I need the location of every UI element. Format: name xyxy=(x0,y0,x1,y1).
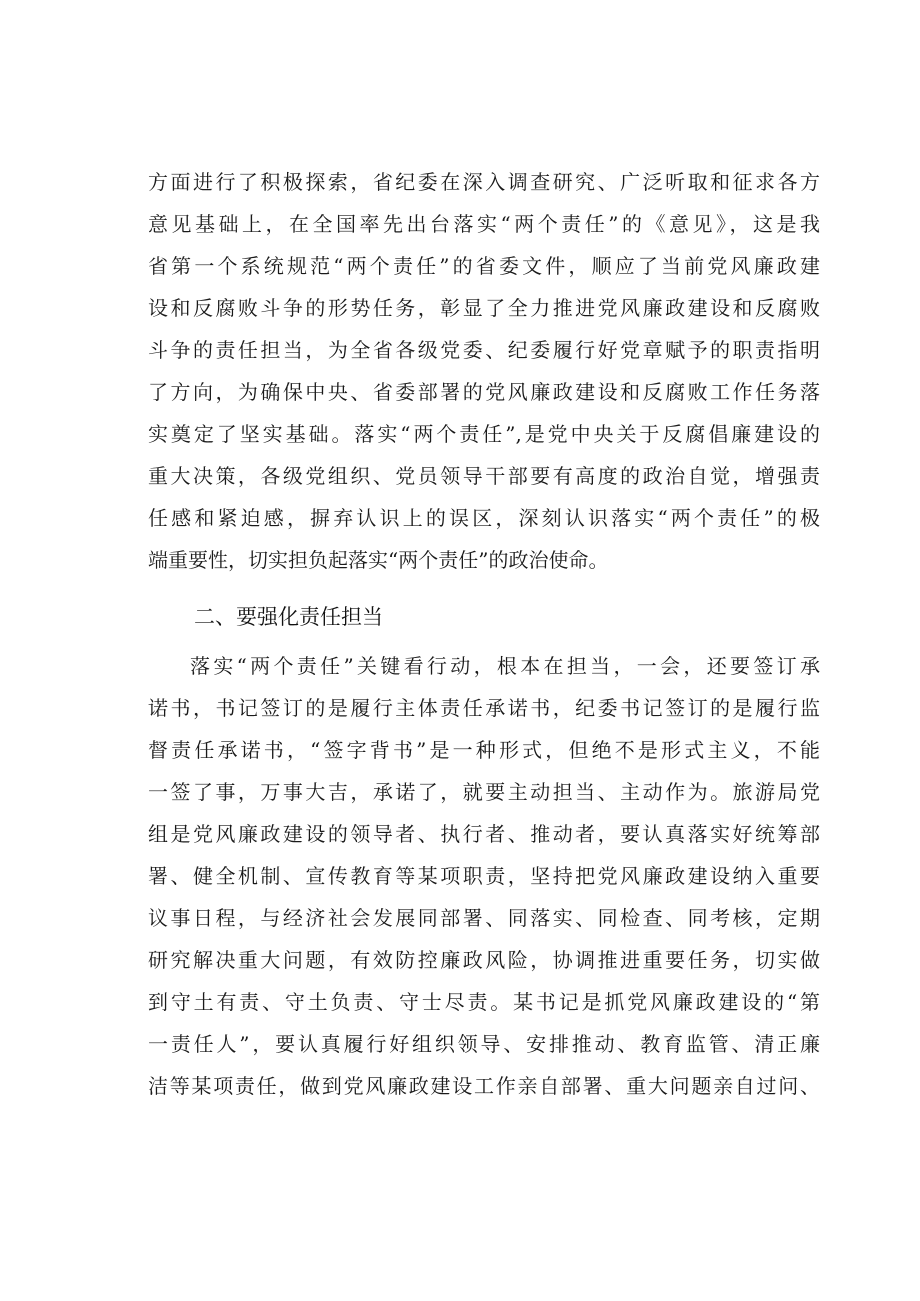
paragraph-line: 一责任人”，要认真履行好组织领导、安排推动、教育监管、清正廉 xyxy=(148,1032,820,1056)
paragraph-line: 设和反腐败斗争的形势任务，彰显了全力推进党风廉政建设和反腐败 xyxy=(148,296,820,320)
paragraph-2 xyxy=(148,645,820,1107)
paragraph-line: 实奠定了坚实基础。落实“两个责任”,是党中央关于反腐倡廉建设的 xyxy=(148,422,820,446)
paragraph-line: 落实“两个责任”关键看行动，根本在担当，一会，还要签订承 xyxy=(190,654,820,678)
paragraph-line: 研究解决重大问题，有效防控廉政风险，协调推进重要任务，切实做 xyxy=(148,948,820,972)
paragraph-line: 署、健全机制、宣传教育等某项职责，坚持把党风廉政建设纳入重要 xyxy=(148,864,820,888)
paragraph-line: 省第一个系统规范“两个责任”的省委文件，顺应了当前党风廉政建 xyxy=(148,254,820,278)
paragraph-line: 议事日程，与经济社会发展同部署、同落实、同检查、同考核，定期 xyxy=(148,906,820,930)
paragraph-line: 组是党风廉政建设的领导者、执行者、推动者，要认真落实好统筹部 xyxy=(148,822,820,846)
paragraph-line: 督责任承诺书，“签字背书”是一种形式，但绝不是形式主义，不能 xyxy=(148,738,820,762)
paragraph-line: 诺书，书记签订的是履行主体责任承诺书，纪委书记签订的是履行监 xyxy=(148,696,820,720)
paragraph-line: 意见基础上，在全国率先出台落实“两个责任”的《意见》，这是我 xyxy=(148,212,820,236)
paragraph-line: 了方向，为确保中央、省委部署的党风廉政建设和反腐败工作任务落 xyxy=(148,380,820,404)
paragraph-1 xyxy=(148,161,820,581)
section-heading: 二、要强化责任担当 xyxy=(194,605,383,629)
paragraph-line: 方面进行了积极探索，省纪委在深入调查研究、广泛听取和征求各方 xyxy=(148,170,820,194)
paragraph-line: 洁等某项责任，做到党风廉政建设工作亲自部署、重大问题亲自过问、 xyxy=(148,1074,820,1098)
paragraph-line: 任感和紧迫感，摒弃认识上的误区，深刻认识落实“两个责任”的极 xyxy=(148,506,820,530)
paragraph-line: 一签了事，万事大吉，承诺了，就要主动担当、主动作为。旅游局党 xyxy=(148,780,820,804)
paragraph-line: 端重要性，切实担负起落实“两个责任”的政治使命。 xyxy=(148,548,609,572)
paragraph-line: 斗争的责任担当，为全省各级党委、纪委履行好党章赋予的职责指明 xyxy=(148,338,820,362)
paragraph-line: 重大决策，各级党组织、党员领导干部要有高度的政治自觉，增强责 xyxy=(148,464,820,488)
paragraph-line: 到守土有责、守土负责、守士尽责。某书记是抓党风廉政建设的“第 xyxy=(148,990,820,1014)
